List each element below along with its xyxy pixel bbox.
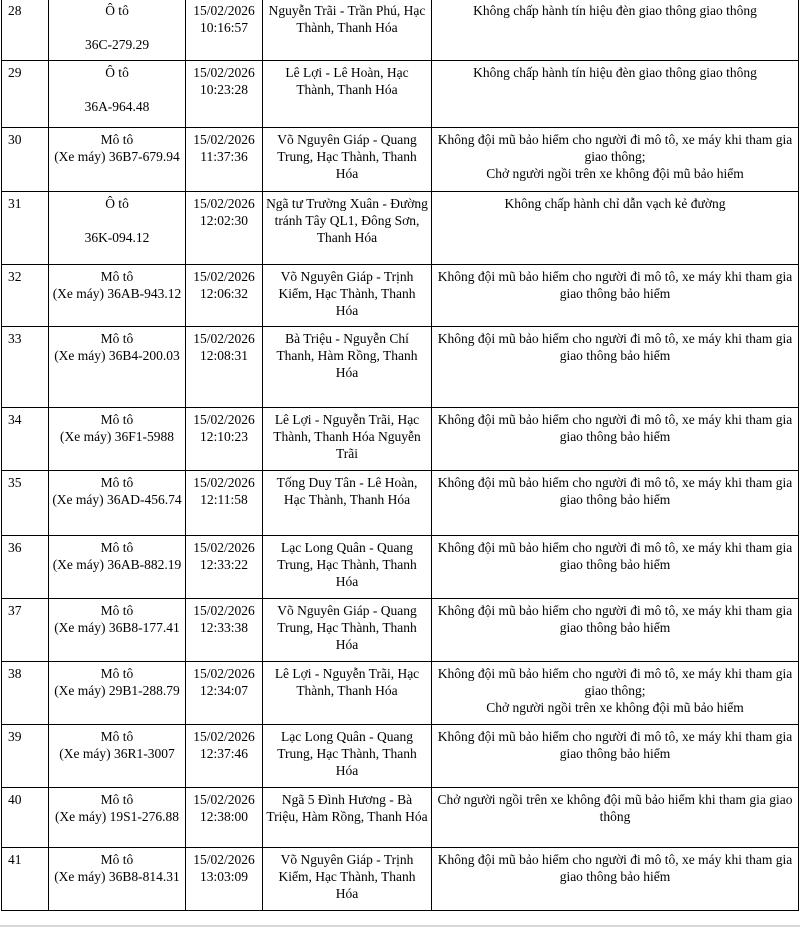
violation-cell [432, 128, 799, 192]
vehicle-cell [49, 536, 186, 599]
table-row [2, 128, 799, 192]
license-plate: (Xe máy) 36AB-943.12 [52, 286, 182, 301]
violation-date: 15/02/2026 [193, 666, 255, 681]
vehicle-type: Mô tô [100, 331, 134, 346]
violation-description: Chở người ngồi trên xe không đội mũ bảo hiểm [486, 700, 744, 715]
violation-date: 15/02/2026 [193, 852, 255, 867]
table-row [2, 192, 799, 265]
vehicle-type: Mô tô [100, 666, 134, 681]
table-row [2, 408, 799, 471]
vehicle-cell [49, 725, 186, 788]
violation-description: Chở người ngồi trên xe không đội mũ bảo hiểm khi tham gia giao thông [437, 792, 793, 824]
datetime-cell [186, 848, 263, 911]
vehicle-type: Ô tô [105, 3, 129, 18]
violation-date: 15/02/2026 [193, 792, 255, 807]
location-cell: Võ Nguyên Giáp - Quang Trung, Hạc Thành, Thanh Hóa [263, 128, 432, 192]
violation-time: 12:02:30 [199, 213, 248, 228]
datetime-cell [186, 471, 263, 536]
violation-time: 12:33:22 [199, 557, 248, 572]
violation-cell [432, 408, 799, 471]
violation-time: 12:08:31 [199, 348, 248, 363]
violation-cell [432, 788, 799, 848]
license-plate: 36C-279.29 [84, 37, 150, 52]
vehicle-cell [49, 848, 186, 911]
violation-description: Không đội mũ bảo hiểm cho người đi mô tô, xe máy khi tham gia giao thông bảo hiểm [437, 540, 793, 572]
vehicle-cell [49, 471, 186, 536]
row-number: 37 [2, 599, 49, 662]
violation-description: Không đội mũ bảo hiểm cho người đi mô tô, xe máy khi tham gia giao thông bảo hiểm [437, 475, 793, 507]
violation-time: 11:37:36 [200, 149, 248, 164]
vehicle-type: Mô tô [100, 132, 134, 147]
location-cell: Võ Nguyên Giáp - Trịnh Kiểm, Hạc Thành, Thanh Hóa [263, 265, 432, 327]
table-row [2, 662, 799, 725]
datetime-cell [186, 265, 263, 327]
violation-cell [432, 327, 799, 408]
violation-cell [432, 848, 799, 911]
datetime-cell [186, 662, 263, 725]
violation-time: 12:06:32 [199, 286, 248, 301]
vehicle-type: Mô tô [100, 729, 134, 744]
vehicle-type: Mô tô [100, 852, 134, 867]
location-cell: Lạc Long Quân - Quang Trung, Hạc Thành, Thanh Hóa [263, 725, 432, 788]
datetime-cell [186, 192, 263, 265]
datetime-cell [186, 725, 263, 788]
vehicle-type: Mô tô [100, 475, 134, 490]
datetime-cell [186, 788, 263, 848]
table-row [2, 725, 799, 788]
location-cell: Lê Lợi - Nguyễn Trãi, Hạc Thành, Thanh Hóa [263, 662, 432, 725]
violation-time: 12:10:23 [199, 429, 248, 444]
table-row [2, 327, 799, 408]
violation-date: 15/02/2026 [193, 331, 255, 346]
vehicle-cell [49, 0, 186, 61]
location-cell: Lê Lợi - Lê Hoàn, Hạc Thành, Thanh Hóa [263, 61, 432, 128]
table-row [2, 536, 799, 599]
violation-cell [432, 725, 799, 788]
violation-table [1, 0, 799, 911]
violation-cell [432, 61, 799, 128]
vehicle-cell [49, 327, 186, 408]
vehicle-type: Mô tô [100, 412, 134, 427]
row-number: 31 [2, 192, 49, 265]
location-cell: Bà Triệu - Nguyễn Chí Thanh, Hàm Rồng, Thanh Hóa [263, 327, 432, 408]
vehicle-type: Mô tô [100, 540, 134, 555]
violation-date: 15/02/2026 [193, 540, 255, 555]
vehicle-type: Ô tô [105, 196, 129, 211]
location-cell: Tống Duy Tân - Lê Hoàn, Hạc Thành, Thanh Hóa [263, 471, 432, 536]
datetime-cell [186, 408, 263, 471]
location-cell: Ngã tư Trường Xuân - Đường tránh Tây QL1, Đông Sơn, Thanh Hóa [263, 192, 432, 265]
license-plate: (Xe máy) 29B1-288.79 [54, 683, 180, 698]
license-plate: (Xe máy) 19S1-276.88 [54, 809, 180, 824]
violation-description: Không đội mũ bảo hiểm cho người đi mô tô, xe máy khi tham gia giao thông bảo hiểm [437, 729, 793, 761]
vehicle-type: Mô tô [100, 792, 134, 807]
violation-cell [432, 536, 799, 599]
row-number: 39 [2, 725, 49, 788]
license-plate: (Xe máy) 36AD-456.74 [52, 492, 182, 507]
vehicle-cell [49, 61, 186, 128]
violation-time: 10:23:28 [199, 82, 248, 97]
row-number: 38 [2, 662, 49, 725]
license-plate: (Xe máy) 36AB-882.19 [52, 557, 182, 572]
violation-date: 15/02/2026 [193, 412, 255, 427]
license-plate: (Xe máy) 36B8-814.31 [54, 869, 180, 884]
violation-time: 12:38:00 [199, 809, 248, 824]
datetime-cell [186, 599, 263, 662]
row-number: 36 [2, 536, 49, 599]
violation-cell [432, 662, 799, 725]
violation-description: Không đội mũ bảo hiểm cho người đi mô tô, xe máy khi tham gia giao thông bảo hiểm [437, 852, 793, 884]
violation-description: Chở người ngồi trên xe không đội mũ bảo hiểm [486, 166, 744, 181]
row-number: 30 [2, 128, 49, 192]
violation-description: Không chấp hành chỉ dẫn vạch kẻ đường [504, 196, 726, 211]
datetime-cell [186, 0, 263, 61]
violation-time: 12:34:07 [199, 683, 248, 698]
table-row [2, 848, 799, 911]
license-plate: 36K-094.12 [84, 230, 150, 245]
violation-description: Không đội mũ bảo hiểm cho người đi mô tô, xe máy khi tham gia giao thông bảo hiểm [437, 269, 793, 301]
violation-cell [432, 265, 799, 327]
violation-table-body [2, 0, 799, 911]
violation-description: Không đội mũ bảo hiểm cho người đi mô tô, xe máy khi tham gia giao thông bảo hiểm [437, 603, 793, 635]
license-plate: (Xe máy) 36B7-679.94 [54, 149, 180, 164]
vehicle-cell [49, 192, 186, 265]
vehicle-type: Mô tô [100, 269, 134, 284]
license-plate: (Xe máy) 36B8-177.41 [54, 620, 180, 635]
datetime-cell [186, 61, 263, 128]
table-row [2, 788, 799, 848]
violation-description: Không chấp hành tín hiệu đèn giao thông giao thông [473, 3, 757, 18]
license-plate: (Xe máy) 36B4-200.03 [54, 348, 180, 363]
violation-cell [432, 471, 799, 536]
location-cell: Lê Lợi - Nguyễn Trãi, Hạc Thành, Thanh Hóa Nguyễn Trãi [263, 408, 432, 471]
violation-date: 15/02/2026 [193, 132, 255, 147]
location-cell: Võ Nguyên Giáp - Trịnh Kiểm, Hạc Thành, Thanh Hóa [263, 848, 432, 911]
datetime-cell [186, 536, 263, 599]
vehicle-cell [49, 128, 186, 192]
license-plate: (Xe máy) 36F1-5988 [60, 429, 174, 444]
datetime-cell [186, 128, 263, 192]
violation-description: Không chấp hành tín hiệu đèn giao thông giao thông [473, 65, 757, 80]
violation-time: 10:16:57 [199, 20, 248, 35]
row-number: 32 [2, 265, 49, 327]
violation-date: 15/02/2026 [193, 196, 255, 211]
violation-date: 15/02/2026 [193, 3, 255, 18]
violation-description: Không đội mũ bảo hiểm cho người đi mô tô, xe máy khi tham gia giao thông; [437, 132, 793, 164]
license-plate: (Xe máy) 36R1-3007 [59, 746, 175, 761]
violation-cell [432, 192, 799, 265]
violation-date: 15/02/2026 [193, 475, 255, 490]
table-row [2, 0, 799, 61]
datetime-cell [186, 327, 263, 408]
vehicle-cell [49, 265, 186, 327]
table-row [2, 61, 799, 128]
location-cell: Lạc Long Quân - Quang Trung, Hạc Thành, Thanh Hóa [263, 536, 432, 599]
vehicle-cell [49, 599, 186, 662]
violation-date: 15/02/2026 [193, 269, 255, 284]
violation-time: 13:03:09 [199, 869, 248, 884]
row-number: 40 [2, 788, 49, 848]
violation-time: 12:37:46 [199, 746, 248, 761]
violation-date: 15/02/2026 [193, 65, 255, 80]
violation-description: Không đội mũ bảo hiểm cho người đi mô tô, xe máy khi tham gia giao thông bảo hiểm [437, 412, 793, 444]
violation-cell [432, 0, 799, 61]
table-row [2, 265, 799, 327]
violation-description: Không đội mũ bảo hiểm cho người đi mô tô, xe máy khi tham gia giao thông; [437, 666, 793, 698]
violation-date: 15/02/2026 [193, 603, 255, 618]
row-number: 33 [2, 327, 49, 408]
location-cell: Võ Nguyên Giáp - Quang Trung, Hạc Thành, Thanh Hóa [263, 599, 432, 662]
row-number: 34 [2, 408, 49, 471]
vehicle-cell [49, 662, 186, 725]
violation-time: 12:11:58 [200, 492, 248, 507]
violation-date: 15/02/2026 [193, 729, 255, 744]
license-plate: 36A-964.48 [84, 99, 150, 114]
location-cell: Nguyễn Trãi - Trần Phú, Hạc Thành, Thanh Hóa [263, 0, 432, 61]
location-cell: Ngã 5 Đình Hương - Bà Triệu, Hàm Rồng, Thanh Hóa [263, 788, 432, 848]
row-number: 41 [2, 848, 49, 911]
vehicle-type: Mô tô [100, 603, 134, 618]
violation-time: 12:33:38 [199, 620, 248, 635]
table-row [2, 599, 799, 662]
row-number: 29 [2, 61, 49, 128]
vehicle-cell [49, 788, 186, 848]
vehicle-cell [49, 408, 186, 471]
table-row [2, 471, 799, 536]
violation-description: Không đội mũ bảo hiểm cho người đi mô tô, xe máy khi tham gia giao thông bảo hiểm [437, 331, 793, 363]
violation-cell [432, 599, 799, 662]
vehicle-type: Ô tô [105, 65, 129, 80]
row-number: 35 [2, 471, 49, 536]
row-number: 28 [2, 0, 49, 61]
